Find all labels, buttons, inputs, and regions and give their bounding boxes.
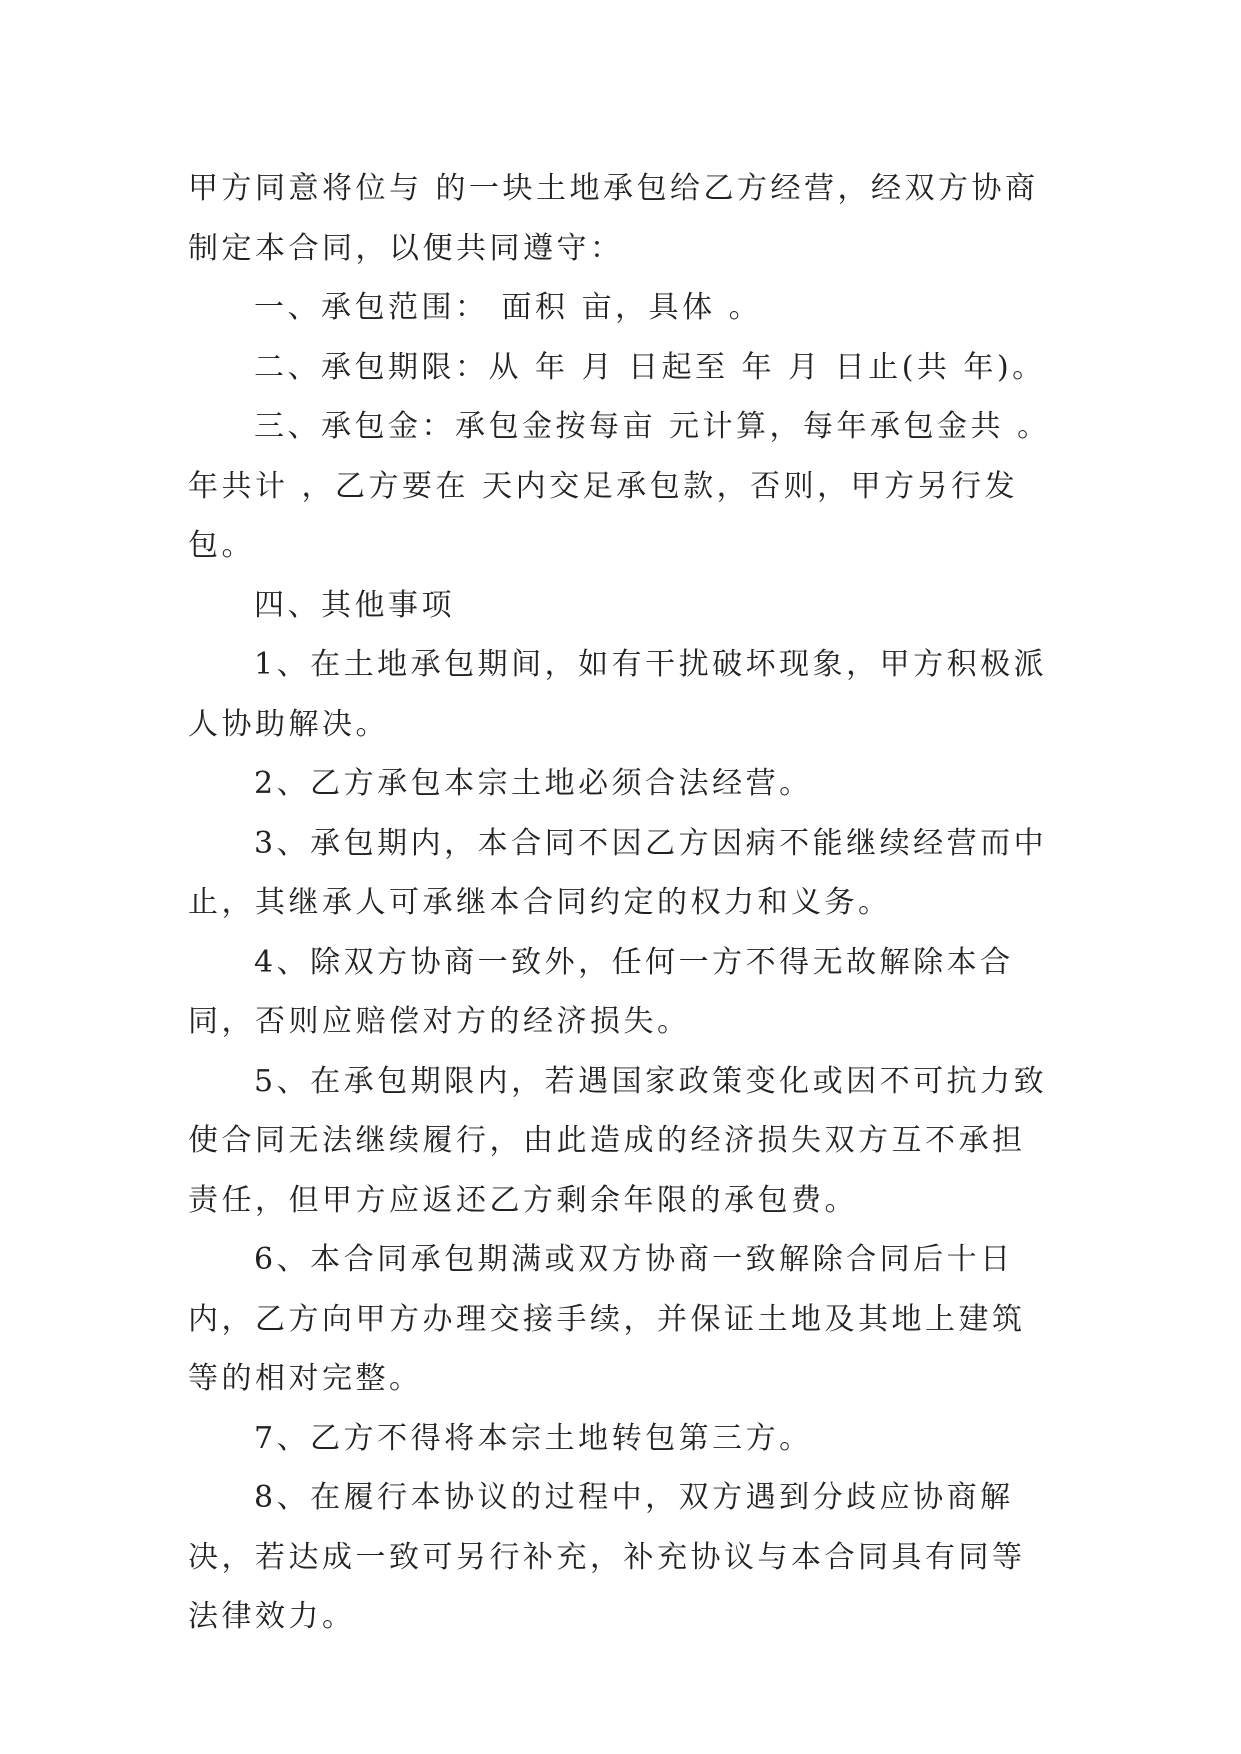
paragraph-item-1: 1、在土地承包期间，如有干扰破坏现象，甲方积极派人协助解决。 [188, 647, 1048, 742]
paragraph-item-5: 5、在承包期限内，若遇国家政策变化或因不可抗力致使合同无法继续履行，由此造成的经济损失双方互不承担责任，但甲方应返还乙方剩余年限的承包费。 [188, 1063, 1048, 1218]
paragraph-item-3: 3、承包期内，本合同不因乙方因病不能继续经营而中止，其继承人可承继本合同约定的权力和义务。 [188, 825, 1048, 920]
paragraph-item-8: 8、在履行本协议的过程中，双方遇到分歧应协商解决，若达成一致可另行补充，补充协议与本合同具有同等法律效力。 [188, 1480, 1026, 1634]
paragraph-intro: 甲方同意将位与 的一块土地承包给乙方经营，经双方协商制定本合同，以便共同遵守： [188, 171, 1039, 266]
paragraph-term: 二、承包期限：从 年 月 日起至 年 月 日止(共 年)。 [254, 349, 1046, 385]
paragraph-item-7: 7、乙方不得将本宗土地转包第三方。 [254, 1420, 813, 1456]
paragraph-fee: 三、承包金：承包金按每亩 元计算，每年承包金共 。年共计 ，乙方要在 天内交足承包款，否则，甲方另行发包。 [188, 409, 1051, 563]
paragraph-scope: 一、承包范围： 面积 亩，具体 。 [254, 290, 763, 325]
contract-body [188, 159, 1054, 1647]
paragraph-item-2: 2、乙方承包本宗土地必须合法经营。 [254, 766, 813, 801]
paragraph-other-heading: 四、其他事项 [254, 587, 455, 623]
paragraph-item-6: 6、本合同承包期满或双方协商一致解除合同后十日内，乙方向甲方办理交接手续，并保证土地及其地上建筑等的相对完整。 [188, 1242, 1026, 1396]
paragraph-item-4: 4、除双方协商一致外，任何一方不得无故解除本合同，否则应赔偿对方的经济损失。 [188, 944, 1014, 1039]
